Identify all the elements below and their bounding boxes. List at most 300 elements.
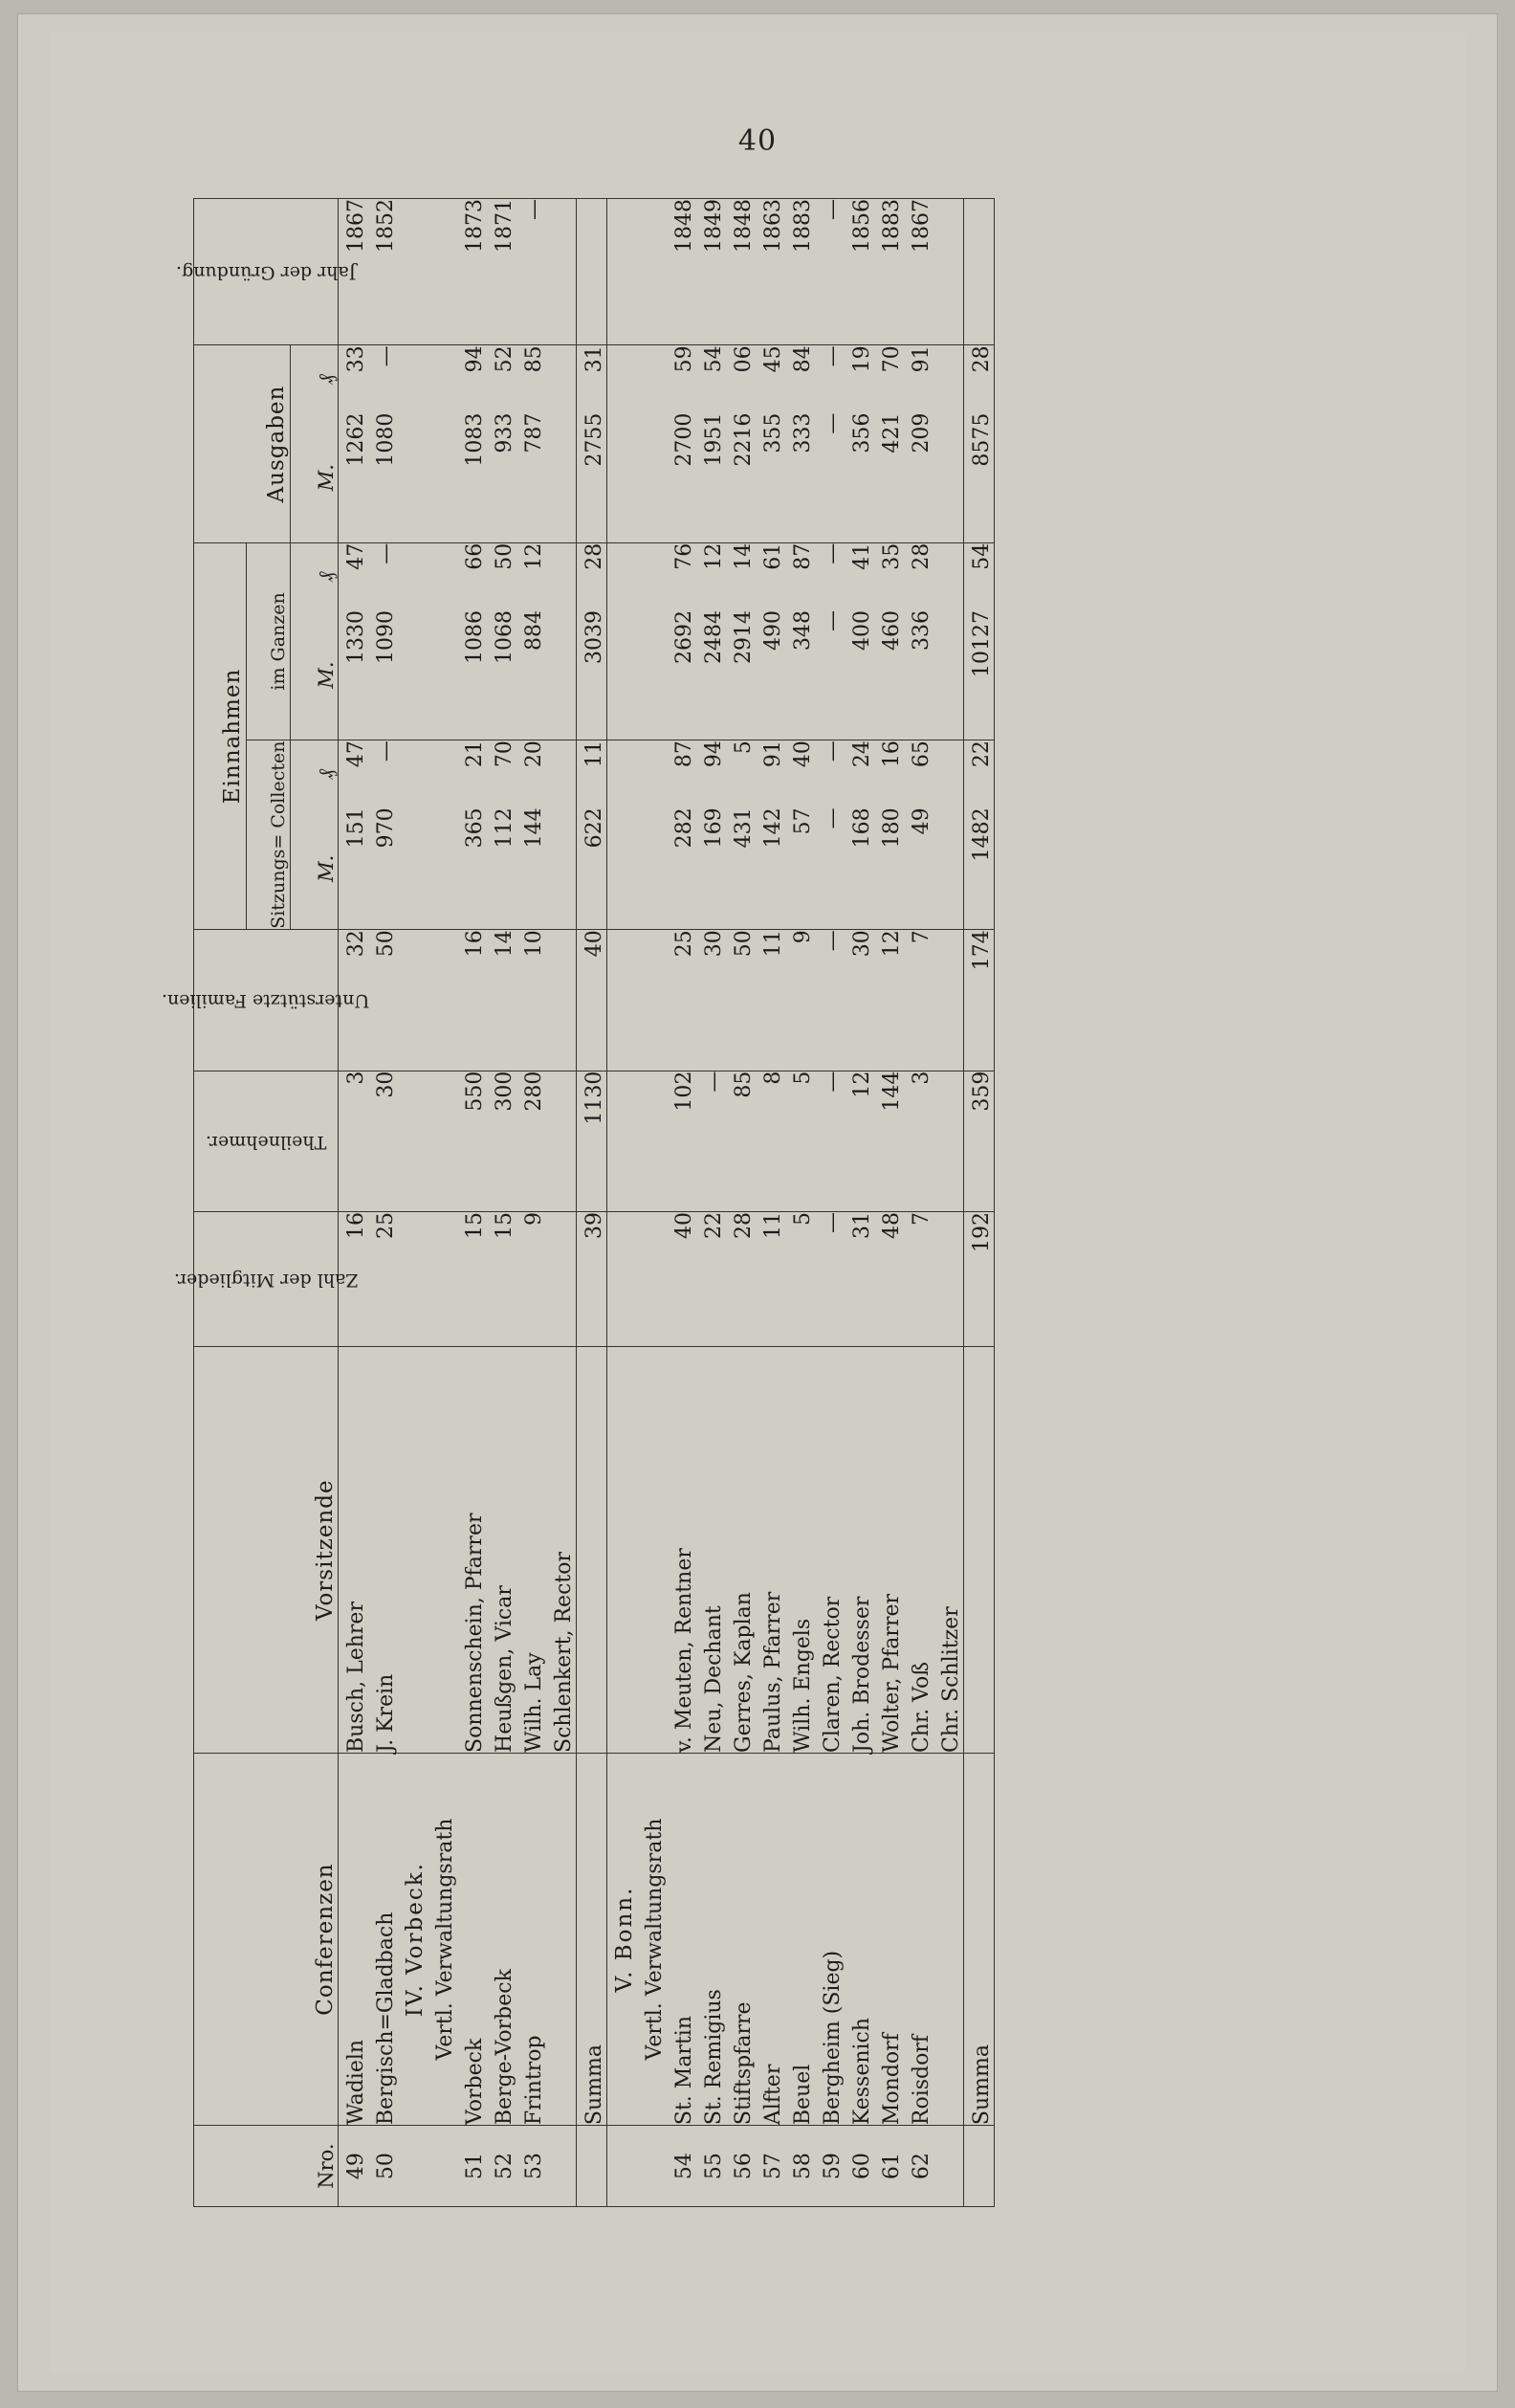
cell-nro: 60 (845, 2126, 874, 2207)
cell-jahr (577, 199, 607, 345)
cell-konferenz: Beuel (785, 1753, 815, 2125)
cell-ganzen-pf: 87 (785, 542, 815, 610)
cell-empty (398, 930, 428, 1071)
cell-collecten-pf: — (815, 740, 845, 808)
cell-collecten-mark (933, 807, 964, 929)
cell-ausgaben-pf: 85 (516, 345, 546, 413)
cell-ganzen-pf: 50 (487, 542, 516, 610)
cell-ganzen-mark: 884 (522, 609, 546, 651)
cell-jahr: 1852 (368, 199, 398, 345)
cell-empty (637, 610, 667, 740)
cell-familien (546, 930, 577, 1071)
summa-familien: 40 (577, 930, 607, 1071)
cell-vorsitzende: Wilh. Lay (516, 1347, 546, 1754)
cell-familien: 12 (874, 930, 904, 1071)
cell-ausgaben-pf: 59 (667, 345, 696, 413)
cell-konferenz: Frintrop (516, 1753, 546, 2125)
cell-empty (607, 542, 638, 610)
cell-ausgaben-mark: 787 (522, 412, 546, 453)
cell-theilnehmer: 144 (874, 1071, 904, 1211)
group-subtitle-v: Vertl. Verwaltungsrath (637, 1753, 667, 2125)
table-row (845, 199, 874, 2207)
cell-ausgaben-pf: 19 (845, 345, 874, 413)
cell-collecten-mark: — (821, 807, 845, 829)
cell-nro: 49 (339, 2126, 369, 2207)
cell-ausgaben-pf (546, 345, 577, 413)
statistics-table (162, 198, 995, 2207)
cell-vorsitzende: Schlenkert, Rector (546, 1347, 577, 1754)
cell-nro (637, 2126, 667, 2207)
cell-vorsitzende: Wilh. Engels (785, 1347, 815, 1754)
table-row (815, 199, 845, 2207)
cell-collecten-mark: 970 (374, 807, 398, 849)
cell-konferenz (546, 1753, 577, 2125)
table-row (726, 199, 756, 2207)
header-im-ganzen: im Ganzen (246, 542, 290, 740)
cell-collecten-mark: 142 (761, 807, 785, 849)
header-nro: Nro. (194, 2126, 339, 2207)
summa-ganzen-pf: 54 (964, 542, 995, 610)
table-row (696, 199, 726, 2207)
cell-empty (637, 807, 667, 929)
cell-konferenz: Alfter (756, 1753, 785, 2125)
summa-mitglieder: 192 (964, 1211, 995, 1347)
cell-theilnehmer: 12 (845, 1071, 874, 1211)
cell-vorsitzende: Chr. Voß (904, 1347, 933, 1754)
cell-mitglieder: 15 (457, 1211, 487, 1347)
cell-ausgaben-mark (933, 413, 964, 543)
cell-ganzen-pf: 28 (904, 542, 933, 610)
cell-collecten-pf: 91 (756, 740, 785, 808)
cell-collecten-pf: 47 (339, 740, 369, 808)
rotated-table-wrapper (162, 169, 1322, 2236)
cell-mitglieder: 22 (696, 1211, 726, 1347)
cell-ausgaben-pf: 91 (904, 345, 933, 413)
cell-empty (398, 1071, 428, 1211)
cell-jahr: 1856 (845, 199, 874, 345)
cell-nro (577, 2126, 607, 2207)
cell-collecten-mark: 168 (850, 807, 874, 849)
cell-nro: 54 (667, 2126, 696, 2207)
cell-ganzen-pf (933, 542, 964, 610)
cell-ausgaben-pf: 84 (785, 345, 815, 413)
header-ausgaben-mark: M. (290, 413, 338, 543)
cell-mitglieder: 25 (368, 1211, 398, 1347)
cell-nro: 56 (726, 2126, 756, 2207)
cell-familien: 11 (756, 930, 785, 1071)
cell-ausgaben-mark: 2700 (672, 412, 696, 467)
cell-jahr: 1848 (667, 199, 696, 345)
cell-collecten-pf: 24 (845, 740, 874, 808)
cell-konferenz: Roisdorf (904, 1753, 933, 2125)
cell-empty (428, 930, 457, 1071)
cell-empty (428, 542, 457, 610)
cell-familien: 30 (696, 930, 726, 1071)
cell-vorsitzende: Paulus, Pfarrer (756, 1347, 785, 1754)
cell-ausgaben-mark: 933 (493, 412, 516, 453)
cell-collecten-mark: 365 (463, 807, 487, 849)
summa-familien: 174 (964, 930, 995, 1071)
cell-ganzen-mark (546, 610, 577, 740)
group-subtitle-row (428, 199, 457, 2207)
cell-collecten-mark: 431 (732, 807, 756, 849)
cell-familien: 10 (516, 930, 546, 1071)
cell-ganzen-mark: 490 (761, 609, 785, 651)
summary-row (964, 199, 995, 2207)
summa-ganzen-pf: 28 (577, 542, 607, 610)
cell-mitglieder: 9 (516, 1211, 546, 1347)
cell-empty (637, 199, 667, 345)
cell-empty (637, 1211, 667, 1347)
cell-ganzen-mark: 2692 (672, 609, 696, 664)
cell-nro (607, 2126, 638, 2207)
table-row (546, 199, 577, 2207)
cell-collecten-pf: 16 (874, 740, 904, 808)
cell-mitglieder: — (815, 1211, 845, 1347)
cell-ganzen-pf: 76 (667, 542, 696, 610)
cell-ganzen-pf: 66 (457, 542, 487, 610)
cell-collecten-pf: 40 (785, 740, 815, 808)
cell-vorsitzende: Wolter, Pfarrer (874, 1347, 904, 1754)
cell-vorsitzende: Claren, Rector (815, 1347, 845, 1754)
cell-jahr: — (516, 199, 546, 345)
cell-vorsitzende: Joh. Brodesser (845, 1347, 874, 1754)
cell-jahr: 1871 (487, 199, 516, 345)
cell-theilnehmer: 8 (756, 1071, 785, 1211)
cell-empty (607, 345, 638, 413)
cell-ausgaben-mark: 1080 (374, 412, 398, 467)
cell-empty (607, 807, 638, 929)
cell-ausgaben-pf: — (368, 345, 398, 413)
cell-empty (398, 740, 428, 808)
cell-collecten-pf: 65 (904, 740, 933, 808)
cell-jahr: 1883 (874, 199, 904, 345)
cell-empty (607, 610, 638, 740)
group-title-iv: IV. Vorbeck. (398, 1753, 428, 2125)
cell-theilnehmer: 3 (904, 1071, 933, 1211)
cell-konferenz: St. Martin (667, 1753, 696, 2125)
cell-mitglieder: 15 (487, 1211, 516, 1347)
summa-collecten-pf: 11 (577, 740, 607, 808)
cell-empty (398, 610, 428, 740)
cell-collecten-pf: 20 (516, 740, 546, 808)
cell-familien (933, 930, 964, 1071)
cell-empty (428, 740, 457, 808)
cell-konferenz: Bergisch=Gladbach (368, 1753, 398, 2125)
cell-collecten-pf (546, 740, 577, 808)
cell-theilnehmer: 3 (339, 1071, 369, 1211)
summa-ausgaben-pf: 28 (964, 345, 995, 413)
cell-mitglieder: 7 (904, 1211, 933, 1347)
cell-konferenz: Kessenich (845, 1753, 874, 2125)
cell-nro (546, 2126, 577, 2207)
table-row (339, 199, 369, 2207)
header-ganzen-pf: ₰ (290, 542, 338, 610)
cell-collecten-pf (933, 740, 964, 808)
summa-ganzen-mark: 10127 (964, 610, 995, 740)
summa-theilnehmer: 359 (964, 1071, 995, 1211)
summa-label-v: Summa (964, 1753, 995, 2125)
header-mitglieder: Zahl der Mitglieder. (194, 1211, 339, 1347)
cell-empty (428, 413, 457, 543)
cell-empty (607, 1071, 638, 1211)
cell-ganzen-pf: 41 (845, 542, 874, 610)
cell-ausgaben-pf: — (815, 345, 845, 413)
cell-empty (428, 1347, 457, 1754)
cell-ausgaben-mark: 356 (850, 412, 874, 453)
cell-empty (428, 1211, 457, 1347)
page-number: 40 (737, 124, 778, 158)
cell-empty (607, 740, 638, 808)
cell-theilnehmer (546, 1071, 577, 1211)
cell-ganzen-mark: 1330 (344, 609, 368, 664)
cell-nro: 52 (487, 2126, 516, 2207)
cell-nro: 61 (874, 2126, 904, 2207)
cell-vorsitzende: Heußgen, Vicar (487, 1347, 516, 1754)
cell-collecten-pf: 5 (726, 740, 756, 808)
cell-ausgaben-pf: 94 (457, 345, 487, 413)
summa-mitglieder: 39 (577, 1211, 607, 1347)
cell-ganzen-mark (933, 610, 964, 740)
cell-theilnehmer: 30 (368, 1071, 398, 1211)
cell-collecten-pf: 87 (667, 740, 696, 808)
cell-mitglieder: 31 (845, 1211, 874, 1347)
cell-theilnehmer: 550 (457, 1071, 487, 1211)
header-jahr: Jahr der Gründung. (194, 199, 339, 345)
cell-collecten-mark: 169 (702, 807, 726, 849)
cell-nro (428, 2126, 457, 2207)
cell-nro: 58 (785, 2126, 815, 2207)
cell-jahr (964, 199, 995, 345)
cell-nro (933, 2126, 964, 2207)
cell-empty (398, 807, 428, 929)
cell-ausgaben-pf: 45 (756, 345, 785, 413)
cell-nro: 50 (368, 2126, 398, 2207)
cell-nro: 53 (516, 2126, 546, 2207)
cell-vorsitzende: Neu, Dechant (696, 1347, 726, 1754)
cell-jahr: 1849 (696, 199, 726, 345)
group-title-row (607, 199, 638, 2207)
cell-ganzen-pf: — (368, 542, 398, 610)
cell-ganzen-pf: — (815, 542, 845, 610)
cell-ganzen-pf: 12 (516, 542, 546, 610)
cell-familien: 50 (726, 930, 756, 1071)
cell-ausgaben-mark (546, 413, 577, 543)
cell-empty (637, 930, 667, 1071)
cell-ganzen-pf (546, 542, 577, 610)
cell-nro (964, 2126, 995, 2207)
cell-collecten-mark: 112 (493, 807, 516, 849)
table-row (756, 199, 785, 2207)
cell-ganzen-mark: 348 (791, 609, 815, 651)
cell-ganzen-pf: 61 (756, 542, 785, 610)
cell-vorsitzende: Busch, Lehrer (339, 1347, 369, 1754)
cell-vorsitzende: J. Krein (368, 1347, 398, 1754)
cell-empty (637, 740, 667, 808)
cell-collecten-mark: 282 (672, 807, 696, 849)
cell-collecten-mark: 180 (880, 807, 904, 849)
header-sitzungs-collecten: Sitzungs= Collecten (246, 740, 290, 930)
cell-familien: 50 (368, 930, 398, 1071)
cell-jahr (933, 199, 964, 345)
cell-ausgaben-pf: 06 (726, 345, 756, 413)
cell-theilnehmer: — (815, 1071, 845, 1211)
cell-ganzen-mark: 2484 (702, 609, 726, 664)
cell-vorsitzende: Chr. Schlitzer (933, 1347, 964, 1754)
group-title-v: V. Bonn. (607, 1753, 638, 2125)
cell-jahr: 1863 (756, 199, 785, 345)
cell-ausgaben-mark: 1951 (702, 412, 726, 467)
cell-ganzen-pf: 12 (696, 542, 726, 610)
cell-empty (398, 542, 428, 610)
cell-jahr (546, 199, 577, 345)
cell-collecten-pf: 70 (487, 740, 516, 808)
cell-theilnehmer: 85 (726, 1071, 756, 1211)
cell-empty (637, 345, 667, 413)
cell-theilnehmer (933, 1071, 964, 1211)
cell-konferenz: Stiftspfarre (726, 1753, 756, 2125)
cell-ganzen-mark: 2914 (732, 609, 756, 664)
header-ausgaben-pf: ₰ (290, 345, 338, 413)
cell-ausgaben-pf: 52 (487, 345, 516, 413)
cell-konferenz: Berge-Vorbeck (487, 1753, 516, 2125)
cell-konferenz: Mondorf (874, 1753, 904, 2125)
cell-familien: 7 (904, 930, 933, 1071)
cell-nro: 62 (904, 2126, 933, 2207)
cell-familien: 25 (667, 930, 696, 1071)
scanned-page (50, 33, 1465, 2373)
cell-jahr: 1867 (904, 199, 933, 345)
cell-empty (637, 413, 667, 543)
cell-konferenz: St. Remigius (696, 1753, 726, 2125)
summa-ausgaben-mark: 2755 (577, 413, 607, 543)
cell-empty (428, 610, 457, 740)
cell-theilnehmer: — (696, 1071, 726, 1211)
cell-empty (398, 1347, 428, 1754)
cell-ganzen-mark: 1090 (374, 609, 398, 664)
cell-theilnehmer: 280 (516, 1071, 546, 1211)
cell-ganzen-mark: 400 (850, 609, 874, 651)
cell-ausgaben-pf: 70 (874, 345, 904, 413)
cell-empty (398, 345, 428, 413)
cell-collecten-mark: 151 (344, 807, 368, 849)
cell-ausgaben-mark: 333 (791, 412, 815, 453)
cell-collecten-mark (546, 807, 577, 929)
header-familien: Unterstützte Familien. (194, 930, 339, 1071)
cell-empty (398, 1211, 428, 1347)
summa-ausgaben-pf: 31 (577, 345, 607, 413)
cell-nro: 55 (696, 2126, 726, 2207)
cell-jahr: 1867 (339, 199, 369, 345)
cell-nro (398, 2126, 428, 2207)
cell-empty (398, 413, 428, 543)
cell-jahr: 1883 (785, 199, 815, 345)
cell-mitglieder: 11 (756, 1211, 785, 1347)
group-subtitle-iv: Vertl. Verwaltungsrath (428, 1753, 457, 2125)
summa-collecten-mark: 1482 (964, 807, 995, 929)
cell-ausgaben-pf: 54 (696, 345, 726, 413)
header-konferenzen: Conferenzen (194, 1753, 339, 2125)
header-theilnehmer: Theilnehmer. (194, 1071, 339, 1211)
cell-familien: 32 (339, 930, 369, 1071)
summa-collecten-pf: 22 (964, 740, 995, 808)
cell-collecten-pf: 94 (696, 740, 726, 808)
summa-ganzen-mark: 3039 (577, 610, 607, 740)
cell-jahr: — (815, 199, 845, 345)
summary-row (577, 199, 607, 2207)
cell-ganzen-pf: 35 (874, 542, 904, 610)
cell-empty (607, 930, 638, 1071)
cell-collecten-pf: — (368, 740, 398, 808)
cell-ausgaben-mark: 1083 (463, 412, 487, 467)
cell-empty (637, 1347, 667, 1754)
cell-familien: 16 (457, 930, 487, 1071)
table-row (667, 199, 696, 2207)
cell-familien: 30 (845, 930, 874, 1071)
cell-nro: 59 (815, 2126, 845, 2207)
cell-konferenz: Wadieln (339, 1753, 369, 2125)
cell-collecten-mark: 144 (522, 807, 546, 849)
cell-empty (607, 413, 638, 543)
cell-jahr: 1848 (726, 199, 756, 345)
cell-collecten-pf: 21 (457, 740, 487, 808)
cell-ganzen-mark: 336 (910, 609, 933, 651)
cell-mitglieder: 5 (785, 1211, 815, 1347)
cell-empty (607, 199, 638, 345)
cell-mitglieder: 40 (667, 1211, 696, 1347)
cell-collecten-mark: 57 (791, 807, 815, 835)
cell-theilnehmer: 300 (487, 1071, 516, 1211)
cell-empty (637, 542, 667, 610)
cell-mitglieder (933, 1211, 964, 1347)
table-row (785, 199, 815, 2207)
header-ganzen-mark: M. (290, 610, 338, 740)
table-row (874, 199, 904, 2207)
table-row (904, 199, 933, 2207)
table-row (368, 199, 398, 2207)
cell-ganzen-mark: 460 (880, 609, 904, 651)
summa-theilnehmer: 1130 (577, 1071, 607, 1211)
cell-konferenz (933, 1753, 964, 2125)
cell-ganzen-mark: — (821, 609, 845, 631)
cell-ausgaben-pf (933, 345, 964, 413)
cell-empty (607, 1347, 638, 1754)
cell-empty (577, 1347, 607, 1754)
cell-theilnehmer: 5 (785, 1071, 815, 1211)
table-row (457, 199, 487, 2207)
cell-theilnehmer: 102 (667, 1071, 696, 1211)
cell-familien: — (815, 930, 845, 1071)
cell-empty (428, 199, 457, 345)
cell-vorsitzende: Gerres, Kaplan (726, 1347, 756, 1754)
header-collecten-mark: M. (290, 807, 338, 929)
cell-nro: 57 (756, 2126, 785, 2207)
cell-empty (607, 1211, 638, 1347)
summa-collecten-mark: 622 (577, 807, 607, 929)
cell-mitglieder: 48 (874, 1211, 904, 1347)
cell-empty (637, 1071, 667, 1211)
cell-empty (428, 1071, 457, 1211)
group-subtitle-row (637, 199, 667, 2207)
cell-ganzen-pf: 47 (339, 542, 369, 610)
cell-nro: 51 (457, 2126, 487, 2207)
cell-konferenz: Vorbeck (457, 1753, 487, 2125)
cell-mitglieder: 16 (339, 1211, 369, 1347)
table-row (933, 199, 964, 2207)
group-title-row (398, 199, 428, 2207)
cell-ausgaben-mark: 2216 (732, 412, 756, 467)
page-sheet (17, 13, 1498, 2392)
